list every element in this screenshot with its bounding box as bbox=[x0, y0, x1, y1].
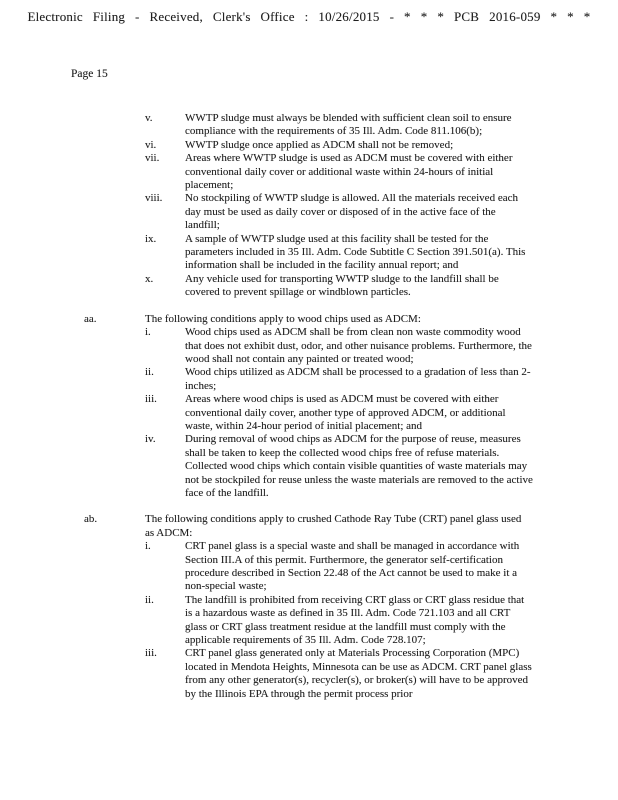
item-text: A sample of WWTP sludge used at this facility shall be tested for the parameters included in 35 Ill. Adm. Code Subtitle C Section 391.501(a). This information shall be included in the facility annual report; and bbox=[185, 232, 526, 272]
section-label: aa. bbox=[84, 312, 97, 325]
item-numeral: vii. bbox=[145, 152, 160, 165]
section-label: ab. bbox=[84, 513, 98, 526]
item-text: Wood chips utilized as ADCM shall be processed to a gradation of less than 2-inches; bbox=[185, 366, 531, 392]
page-number-label: Page 15 bbox=[71, 68, 108, 80]
item-numeral: i. bbox=[145, 540, 151, 553]
item-numeral: iii. bbox=[145, 647, 157, 660]
item-text: CRT panel glass is a special waste and shall be managed in accordance with Section III.A of this permit. Furthermore, the generator self-certification procedure described in Section 22.48 of the Act cannot be used to make it a non-special waste; bbox=[185, 540, 520, 593]
item-text: During removal of wood chips as ADCM for the purpose of reuse, measures shall be taken to keep the collected wood chips free of refuse materials. Collected wood chips which contain visible quantities of waste materials may not be stockpiled for reuse unless the waste materials are removed to the active face of the landfill. bbox=[185, 433, 533, 499]
filing-header: Electronic Filing - Received, Clerk's Office : 10/26/2015 - * * * PCB 2016-059 * * * bbox=[27, 9, 591, 24]
section-intro: The following conditions apply to wood chips used as ADCM: bbox=[145, 312, 421, 325]
item-numeral: vi. bbox=[145, 138, 157, 151]
condition-section bbox=[84, 112, 533, 300]
item-text: WWTP sludge must always be blended with sufficient clean soil to ensure compliance with the requirements of 35 Ill. Adm. Code 811.106(b); bbox=[185, 112, 512, 138]
item-text: Any vehicle used for transporting WWTP sludge to the landfill shall be covered to prevent spillage or windblown particles. bbox=[185, 272, 499, 299]
item-numeral: viii. bbox=[145, 192, 163, 205]
item-numeral: ix. bbox=[145, 232, 157, 245]
item-text: Areas where wood chips is used as ADCM must be covered with either conventional daily cover, another type of approved ADCM, or additional waste, within 24-hour period of initial placement; and bbox=[185, 393, 506, 432]
section-intro: The following conditions apply to crushed Cathode Ray Tube (CRT) panel glass used as ADCM: bbox=[145, 513, 522, 539]
item-numeral: iv. bbox=[145, 433, 156, 446]
item-numeral: x. bbox=[145, 272, 154, 285]
item-numeral: ii. bbox=[145, 366, 154, 379]
condition-section bbox=[84, 513, 533, 701]
conditions-list bbox=[84, 112, 533, 701]
condition-section bbox=[84, 313, 533, 501]
item-numeral: i. bbox=[145, 326, 151, 339]
item-text: The landfill is prohibited from receiving CRT glass or CRT glass residue that is a hazardous waste as defined in 35 Ill. Adm. Code 721.103 and all CRT glass or CRT glass treatment residue at the landfill must comply with the applicable requirements of 35 Ill. Adm. Code 728.107; bbox=[185, 593, 525, 647]
item-text: Areas where WWTP sludge is used as ADCM must be covered with either conventional daily cover or additional waste within 24-hours of initial placement; bbox=[185, 152, 513, 192]
item-numeral: v. bbox=[145, 112, 153, 124]
item-text: WWTP sludge once applied as ADCM shall not be removed; bbox=[185, 138, 454, 151]
item-text: No stockpiling of WWTP sludge is allowed. All the materials received each day must be used as daily cover or disposed of in the active face of the landfill; bbox=[185, 192, 518, 232]
item-numeral: ii. bbox=[145, 593, 154, 606]
item-text: CRT panel glass generated only at Materials Processing Corporation (MPC) located in Mendota Heights, Minnesota can be use as ADCM. CRT panel glass from any other generator(s), recycler(s), or broker(s) will have to be approved by the Illinois EPA through the permit process prior bbox=[185, 647, 532, 700]
item-numeral: iii. bbox=[145, 393, 157, 406]
item-text: Wood chips used as ADCM shall be from clean non waste commodity wood that does not exhibit dust, odor, and other nuisance problems. Furthermore, the wood shall not contain any painted or treated wood; bbox=[185, 326, 532, 365]
